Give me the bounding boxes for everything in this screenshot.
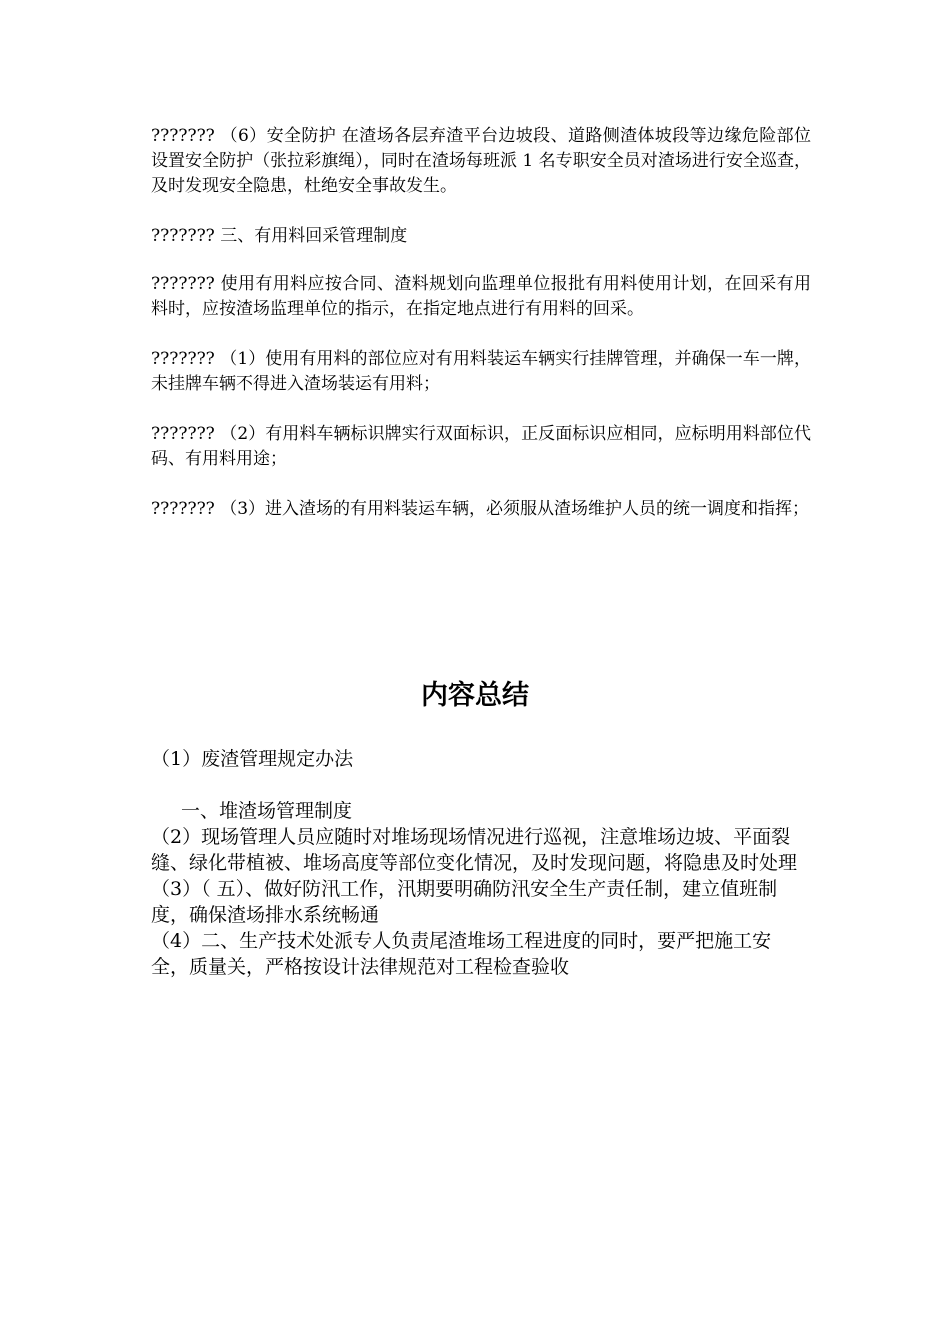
summary-item-1: （1）废渣管理规定办法 xyxy=(151,748,354,770)
summary-item-2: （2）现场管理人员应随时对堆场现场情况进行巡视，注意堆场边坡、平面裂缝、绿化带植被、堆场高度等部位变化情况，及时发现问题，将隐患及时处理 xyxy=(151,826,798,874)
summary-item-3: （3）（ 五）、做好防汛工作，汛期要明确防汛安全生产责任制，建立值班制度，确保渣场排水系统畅通 xyxy=(151,878,778,926)
paragraph-item-1: ??????? （1）使用有用料的部位应对有用料装运车辆实行挂牌管理，并确保一车一牌，未挂牌车辆不得进入渣场装运有用料； xyxy=(151,349,811,394)
summary-title: 内容总结 xyxy=(421,680,529,711)
summary-item-4: （4）二、生产技术处派专人负责尾渣堆场工程进度的同时，要严把施工安全，质量关，严格按设计法律规范对工程检查验收 xyxy=(151,930,772,978)
paragraph-useful-material-plan: ??????? 使用有用料应按合同、渣料规划向监理单位报批有用料使用计划，在回采有用料时，应按渣场监理单位的指示，在指定地点进行有用料的回采。 xyxy=(151,274,811,319)
summary-block xyxy=(151,746,801,980)
paragraph-item-3: ??????? （3）进入渣场的有用料装运车辆，必须服从渣场维护人员的统一调度和指挥； xyxy=(151,499,810,519)
paragraph-safety-protection: ??????? （6）安全防护 在渣场各层弃渣平台边坡段、道路侧渣体坡段等边缘危险部位设置安全防护（张拉彩旗绳），同时在渣场每班派 1 名专职安全员对渣场进行安全巡查，及时发现安全隐患，杜绝安全事故发生。 xyxy=(151,126,811,196)
summary-spacer xyxy=(151,772,801,798)
summary-heading: 一、堆渣场管理制度 xyxy=(181,800,353,822)
paragraph-section-heading: ??????? 三、有用料回采管理制度 xyxy=(151,226,408,246)
paragraph-item-2: ??????? （2）有用料车辆标识牌实行双面标识，正反面标识应相同，应标明用料部位代码、有用料用途； xyxy=(151,424,811,469)
